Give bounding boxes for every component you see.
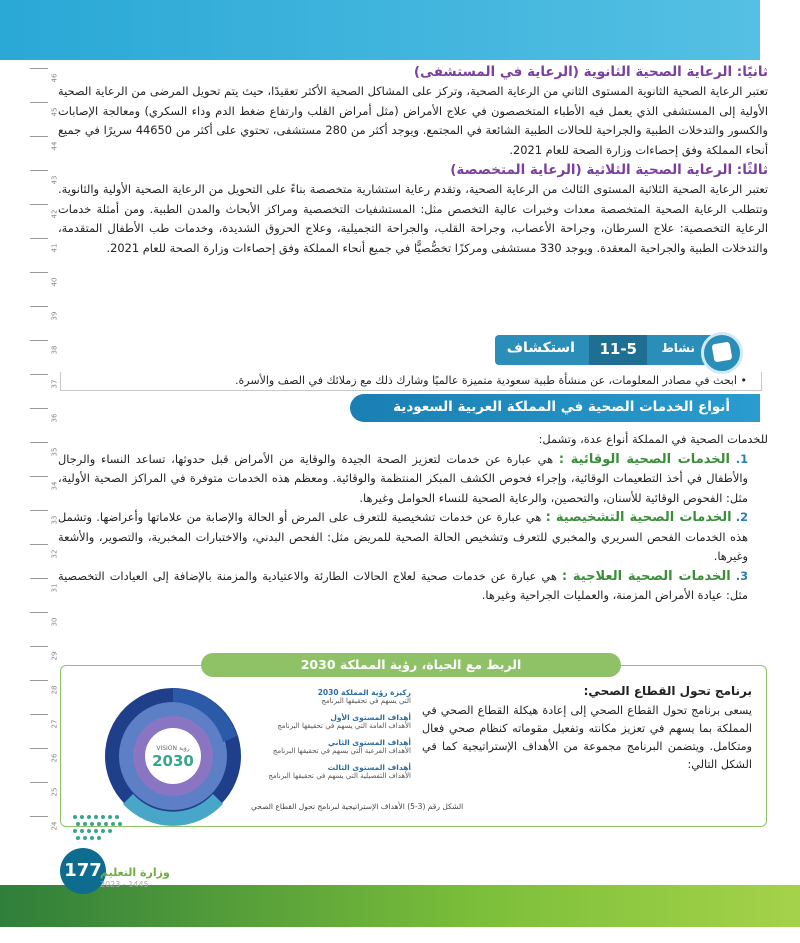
- legend-sub: التي يسهم في تحقيقها البرنامج: [321, 697, 411, 705]
- ruler-tick: [30, 748, 48, 749]
- ruler-tick: [30, 136, 48, 137]
- legend-sub: الأهداف التفصيلية التي يسهم في تحقيقها البرنامج: [268, 772, 411, 780]
- ruler-tick: [30, 714, 48, 715]
- ruler-tick: [30, 374, 48, 375]
- services-list: [58, 430, 768, 606]
- activity-text: • ابحث في مصادر المعلومات، عن منشأة طبية سعودية متميزة عالميًا وشارك ذلك مع زملائك في الصف والأسرة.: [235, 374, 747, 387]
- vision-box: [60, 657, 767, 827]
- activity-title: استكشاف: [506, 340, 575, 356]
- program-text-block: [422, 684, 752, 774]
- ruler-number: 27: [50, 719, 59, 729]
- wheel-legend: [251, 688, 411, 788]
- legend-title: أهداف المستوى الأول: [330, 713, 411, 722]
- activity-box: [60, 372, 762, 391]
- ruler-tick: [30, 306, 48, 307]
- ruler-tick: [30, 102, 48, 103]
- ruler-tick: [30, 340, 48, 341]
- ruler-number: 28: [50, 685, 59, 695]
- item-name: الخدمات الصحية العلاجية :: [561, 568, 731, 584]
- legend-sub: الأهداف العامة التي يسهم في تحقيقها البرنامج: [277, 722, 411, 730]
- section2-body: تعتبر الرعاية الصحية الثانوية المستوى الثاني من الرعاية الصحية، وتركز على المشاكل الصحية الأكثر تعقيدًا، حيث يتم تحويل المرضى من الرعاية الصحية الأولية إلى المستشفى الذي يعمل فيه الأطباء المتخصصون في علاج الأمراض (مثل أمراض القلب وارتفاع ضغط الدم وداء السكري) ومعالجة الإصابات والكسور والتدخلات الطبية والجراحية للحالات الطبية الشائعة في المجتمع. ويوجد أكثر من 280 مستشفى، تحتوي على أكثر من 44650 سريرًا في جميع أنحاء المملكة وفق إحصاءات وزارة الصحة للعام 2021.: [58, 84, 768, 157]
- ruler-number: 44: [50, 141, 59, 151]
- bottom-banner: [0, 885, 800, 927]
- ruler-tick: [30, 476, 48, 477]
- services-title: أنواع الخدمات الصحية في المملكة العربية السعودية: [393, 399, 730, 415]
- ruler-tick: [30, 510, 48, 511]
- service-item-1: [58, 450, 768, 509]
- legend-title: أهداف المستوى الثاني: [328, 738, 411, 747]
- ruler-number: 33: [50, 515, 59, 525]
- item-name: الخدمات الصحية الوقائية :: [558, 451, 730, 467]
- vision-year: 2030: [152, 752, 194, 770]
- ruler-number: 35: [50, 447, 59, 457]
- item-number: 3.: [735, 568, 749, 583]
- figure-caption: الشكل رقم (3-5) الأهداف الإستراتيجية لبرنامج تحول القطاع الصحي: [251, 802, 464, 811]
- ruler-tick: [30, 544, 48, 545]
- legend-title: أهداف المستوى الثالث: [327, 763, 411, 772]
- ruler-number: 39: [50, 311, 59, 321]
- ruler-number: 40: [50, 277, 59, 287]
- activity-bar: [495, 335, 725, 365]
- ruler-number: 25: [50, 787, 59, 797]
- service-item-3: [58, 567, 768, 606]
- ruler-tick: [30, 816, 48, 817]
- ruler-tick: [30, 578, 48, 579]
- ruler-tick: [30, 612, 48, 613]
- ministry-logo-dots: [70, 812, 140, 840]
- ministry-name: وزارة التعليم: [100, 866, 170, 879]
- activity-text-content: ابحث في مصادر المعلومات، عن منشأة طبية سعودية متميزة عالميًا وشارك ذلك مع زملائك في الصف والأسرة.: [235, 374, 737, 387]
- legend-item: [251, 688, 411, 705]
- ruler-number: 46: [50, 73, 59, 83]
- activity-number: 11-5: [589, 335, 647, 365]
- ruler-number: 42: [50, 209, 59, 219]
- ruler-tick: [30, 646, 48, 647]
- ruler-tick: [30, 408, 48, 409]
- ruler-tick: [30, 238, 48, 239]
- legend-title: ركيزة رؤية المملكة 2030: [317, 688, 411, 697]
- item-name: الخدمات الصحية التشخيصية :: [545, 510, 732, 525]
- ruler-number: 38: [50, 345, 59, 355]
- ruler-number: 30: [50, 617, 59, 627]
- ministry-year: 2023 - 1445: [100, 880, 149, 889]
- item-text: هي عبارة عن خدمات تشخيصية للتعرف على المرض أو الحالة والإصابة من علاماتها وأعراضها. وتشمل هذه الخدمات الفحص السريري والمخبري للتعرف وتشخيص الحالة الصحية للمريض مثل: الفحص البدني، والاختبارات المخبرية، والتصوير، والأشعة وغيرها.: [58, 510, 748, 563]
- item-text: هي عبارة عن خدمات صحية لعلاج الحالات الطارئة والاعتيادية والمزمنة بالإضافة إلى العيادات التخصصية مثل: عيادة الأمراض المزمنة، والعمليات الجراحية وغيرها.: [58, 568, 748, 602]
- ruler-number: 34: [50, 481, 59, 491]
- ruler-number: 26: [50, 753, 59, 763]
- section3-body: تعتبر الرعاية الصحية الثلاثية المستوى الثالث من الرعاية الصحية، وتقدم رعاية استشارية متخصصة بناءً على التحويل من الرعاية الصحية الأولية والثانوية. وتتطلب الرعاية الصحية المتخصصة معدات وخبرات عالية التخصص مثل: المستشفيات التخصصية ومراكز الأبحاث والمدن الطبية. ومن أمثلة خدمات الرعاية التخصصية: علاج السرطان، وجراحة الأعصاب، وجراحة القلب، والجراحة التجميلية، وعلاج الحروق الشديدة، وخدمات طب الأطفال المتقدمة، والتدخلات الطبية والجراحية المعقدة. ويوجد 330 مستشفى ومركزًا تخصُّصيًّا في جميع أنحاء المملكة وفق إحصاءات وزارة الصحة للعام 2021.: [58, 182, 768, 255]
- item-text: هي عبارة عن خدمات لتعزيز الصحة الجيدة والوقاية من الأمراض قبل حدوثها، تساعد النساء والرجال والأطفال في أخذ التطعيمات الوقائية، وإجراء فحوص الكشف المبكر المنتظمة والوقائية. ومعظم هذه الخدمات متوفرة في المراكز الصحية الأولية، مثل: الفحوص الوقائية للأسنان، والتحصين، والرعاية الصحية للنساء الحوامل وغيرها.: [58, 451, 748, 505]
- service-item-2: [58, 508, 768, 567]
- item-number: 1.: [735, 451, 749, 466]
- activity-header: [60, 335, 765, 373]
- legend-item: [251, 763, 411, 780]
- vision-header-text: الربط مع الحياة، رؤية المملكة 2030: [300, 657, 522, 672]
- ruler-number: 36: [50, 413, 59, 423]
- strategy-wheel-diagram: [103, 686, 243, 826]
- ruler-number: 31: [50, 583, 59, 593]
- program-text: يسعى برنامج تحول القطاع الصحي إلى إعادة هيكلة القطاع الصحي في المملكة بما يسهم في تعزيز مكانته وتفعيل مقوماته كنظام صحي فعال ومتكامل. ويتضمن البرنامج مجموعة من الأهداف الإستراتيجية كما في الشكل التالي:: [422, 704, 752, 771]
- services-title-bar: [350, 394, 760, 422]
- ruler-number: 24: [50, 821, 59, 831]
- vision-text: VISION رؤية: [156, 745, 190, 752]
- ruler-tick: [30, 680, 48, 681]
- ruler-tick: [30, 272, 48, 273]
- vision-header: [201, 653, 621, 677]
- program-title: برنامج تحول القطاع الصحي:: [583, 684, 752, 698]
- section2-title: ثانيًا: الرعاية الصحية الثانوية (الرعاية في المستشفى): [413, 64, 768, 80]
- item-number: 2.: [735, 510, 748, 524]
- ruler-tick: [30, 204, 48, 205]
- ruler-number: 45: [50, 107, 59, 117]
- legend-item: [251, 738, 411, 755]
- ruler-number: 43: [50, 175, 59, 185]
- activity-label: نشاط: [661, 341, 695, 355]
- ruler-tick: [30, 442, 48, 443]
- ruler-number: 37: [50, 379, 59, 389]
- ruler-number: 41: [50, 243, 59, 253]
- pencil-icon: [701, 332, 743, 374]
- page-number: 177: [60, 848, 106, 894]
- ruler-number: 29: [50, 651, 59, 661]
- legend-item: [251, 713, 411, 730]
- top-banner: [0, 0, 800, 60]
- main-text: [58, 62, 768, 258]
- section3-title: ثالثًا: الرعاية الصحية الثلاثية (الرعاية المتخصصة): [450, 162, 768, 178]
- ruler-tick: [30, 782, 48, 783]
- ruler-number: 32: [50, 549, 59, 559]
- legend-sub: الأهداف الفرعية التي يسهم في تحقيقها البرنامج: [272, 747, 411, 755]
- services-intro: للخدمات الصحية في المملكة أنواع عدة، وتشمل:: [538, 432, 768, 446]
- margin-ruler: [0, 60, 59, 860]
- ruler-tick: [30, 170, 48, 171]
- ruler-tick: [30, 68, 48, 69]
